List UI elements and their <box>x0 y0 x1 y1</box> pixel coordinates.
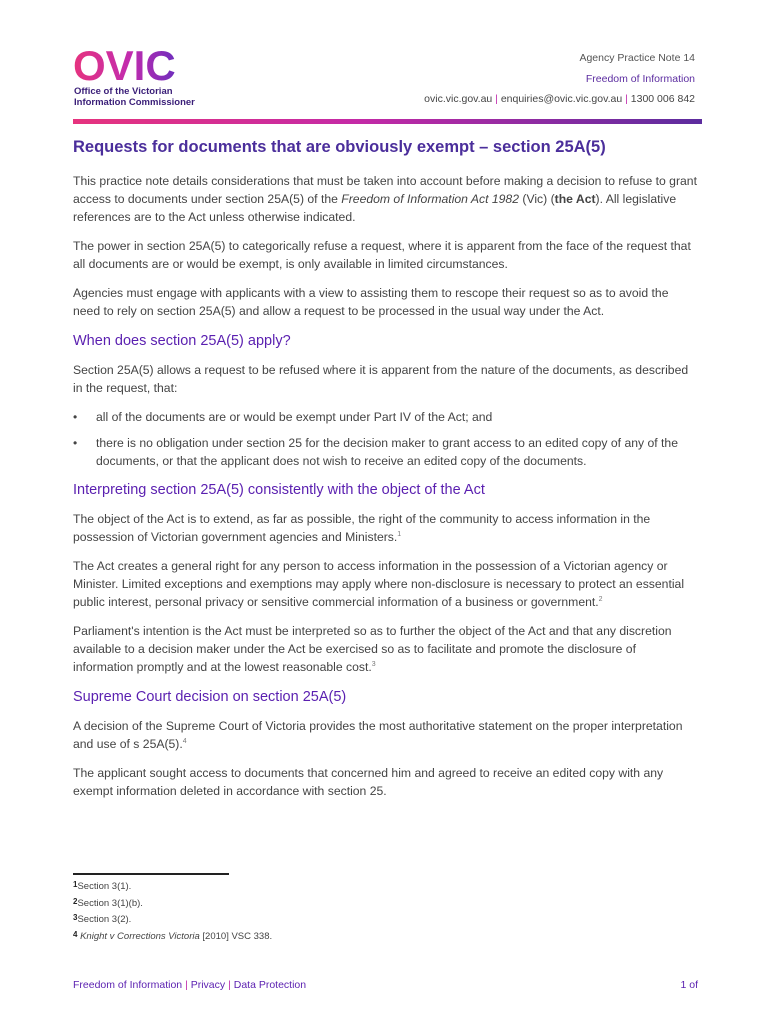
section-heading-supreme-court: Supreme Court decision on section 25A(5) <box>73 689 347 705</box>
header-email[interactable]: enquiries@ovic.vic.gov.au <box>500 93 623 105</box>
logo-subtitle <box>74 86 195 108</box>
bullet-icon: • <box>73 410 78 424</box>
footnote-ref[interactable]: 1 <box>397 531 402 538</box>
ovic-logo <box>73 42 203 110</box>
footnote-item: $^4$ Knight v Corrections Victoria [2010] VSC 338. <box>73 929 273 942</box>
header-website[interactable]: ovic.vic.gov.au <box>424 93 493 105</box>
conditions-list <box>73 408 698 470</box>
bullet-icon: • <box>73 436 78 450</box>
footer-links <box>73 979 306 991</box>
footnote-item: $^1$Section 3(1). <box>73 880 132 892</box>
footnotes <box>73 878 272 944</box>
footnote-item: $^2$Section 3(1)(b). <box>73 896 143 909</box>
footer-separator: | <box>228 979 231 991</box>
intro-paragraph-2: The power in section 25A(5) to categorically refuse a request, where it is apparent from the face of the request that all documents are or would be exempt, is only available in limited circumstances. <box>73 239 691 271</box>
footer-separator: | <box>185 979 188 991</box>
act-short-name: the Act <box>554 192 596 206</box>
list-item: • there is no obligation under section 25 for the decision maker to grant access to an edited copy of any of the documents, or that the applicant does not wish to receive an edited copy of the documents. <box>73 436 678 468</box>
header-category: Freedom of Information <box>585 73 695 85</box>
footer-link-privacy[interactable]: Privacy <box>190 979 226 991</box>
footer-link-data-protection[interactable]: Data Protection <box>233 979 307 991</box>
section-heading-when-applies: When does section 25A(5) apply? <box>73 333 291 349</box>
section2-paragraph-2: The Act creates a general right for any person to access information in the possession of a Victorian agency or Minister. Limited exceptions and exemptions may apply where non-disclosure is necessary to protect an essential public interest, personal privacy or sensitive commercial information of a business or government.$^2$ <box>73 559 685 609</box>
footnote-ref[interactable]: 2 <box>598 596 603 603</box>
case-name: Knight v Corrections Victoria <box>80 930 200 942</box>
document-title: Requests for documents that are obviously exempt – section 25A(5) <box>73 138 606 156</box>
section-heading-interpreting: Interpreting section 25A(5) consistently with the object of the Act <box>73 482 485 498</box>
footnote-ref[interactable]: 4 <box>182 738 187 745</box>
intro-paragraph-3: Agencies must engage with applicants with a view to assisting them to rescope their request so as to avoid the need to rely on section 25A(5) and allow a request to be processed in the usual way under the Act. <box>73 286 669 318</box>
header-gradient-rule <box>73 119 702 124</box>
page-number: 1 of <box>680 979 698 991</box>
intro-paragraph-1: This practice note details considerations that must be taken into account before making a decision to refuse to grant access to documents under section 25A(5) of the Freedom of Information Act 1982 (Vic) (the Act). All legislative references are to the Act unless otherwise indicated. <box>73 174 697 224</box>
act-name: Freedom of Information Act 1982 <box>341 192 519 206</box>
footnote-ref[interactable]: 3 <box>371 661 376 668</box>
section3-paragraph-1: A decision of the Supreme Court of Victoria provides the most authoritative statement on the proper interpretation and use of s 25A(5).$^4$ <box>73 719 683 751</box>
section3-paragraph-2: The applicant sought access to documents that concerned him and agreed to receive an edited copy with any exempt information deleted in accordance with section 25. <box>73 766 664 798</box>
document-body <box>73 136 698 811</box>
logo-subtitle-line2: Information Commissioner <box>74 97 195 108</box>
footnote-item: $^3$Section 3(2). <box>73 913 132 925</box>
section2-paragraph-3: Parliament's intention is the Act must be interpreted so as to further the object of the Act and that any discretion available to a decision maker under the Act be exercised so as to facilitate and promote the disclosure of information promptly and at the lowest reasonable cost.$^3$ <box>73 624 672 674</box>
logo-subtitle-line1: Office of the Victorian <box>74 86 173 97</box>
footer-link-foi[interactable]: Freedom of Information <box>73 979 183 991</box>
header-separator: | <box>495 93 498 105</box>
ovic-wordmark: OVIC <box>73 42 176 89</box>
section1-paragraph: Section 25A(5) allows a request to be refused where it is apparent from the nature of the documents, as described in the request, that: <box>73 363 689 395</box>
section2-paragraph-1: The object of the Act is to extend, as far as possible, the right of the community to access information in the possession of Victorian government agencies and Ministers.$^1$ <box>73 512 651 544</box>
list-item: • all of the documents are or would be exempt under Part IV of the Act; and <box>73 410 493 424</box>
header-phone: 1300 006 842 <box>630 93 695 105</box>
header-separator: | <box>625 93 628 105</box>
header-contact <box>424 93 695 105</box>
practice-note-label: Agency Practice Note 14 <box>579 52 695 64</box>
footnote-divider <box>73 873 229 875</box>
